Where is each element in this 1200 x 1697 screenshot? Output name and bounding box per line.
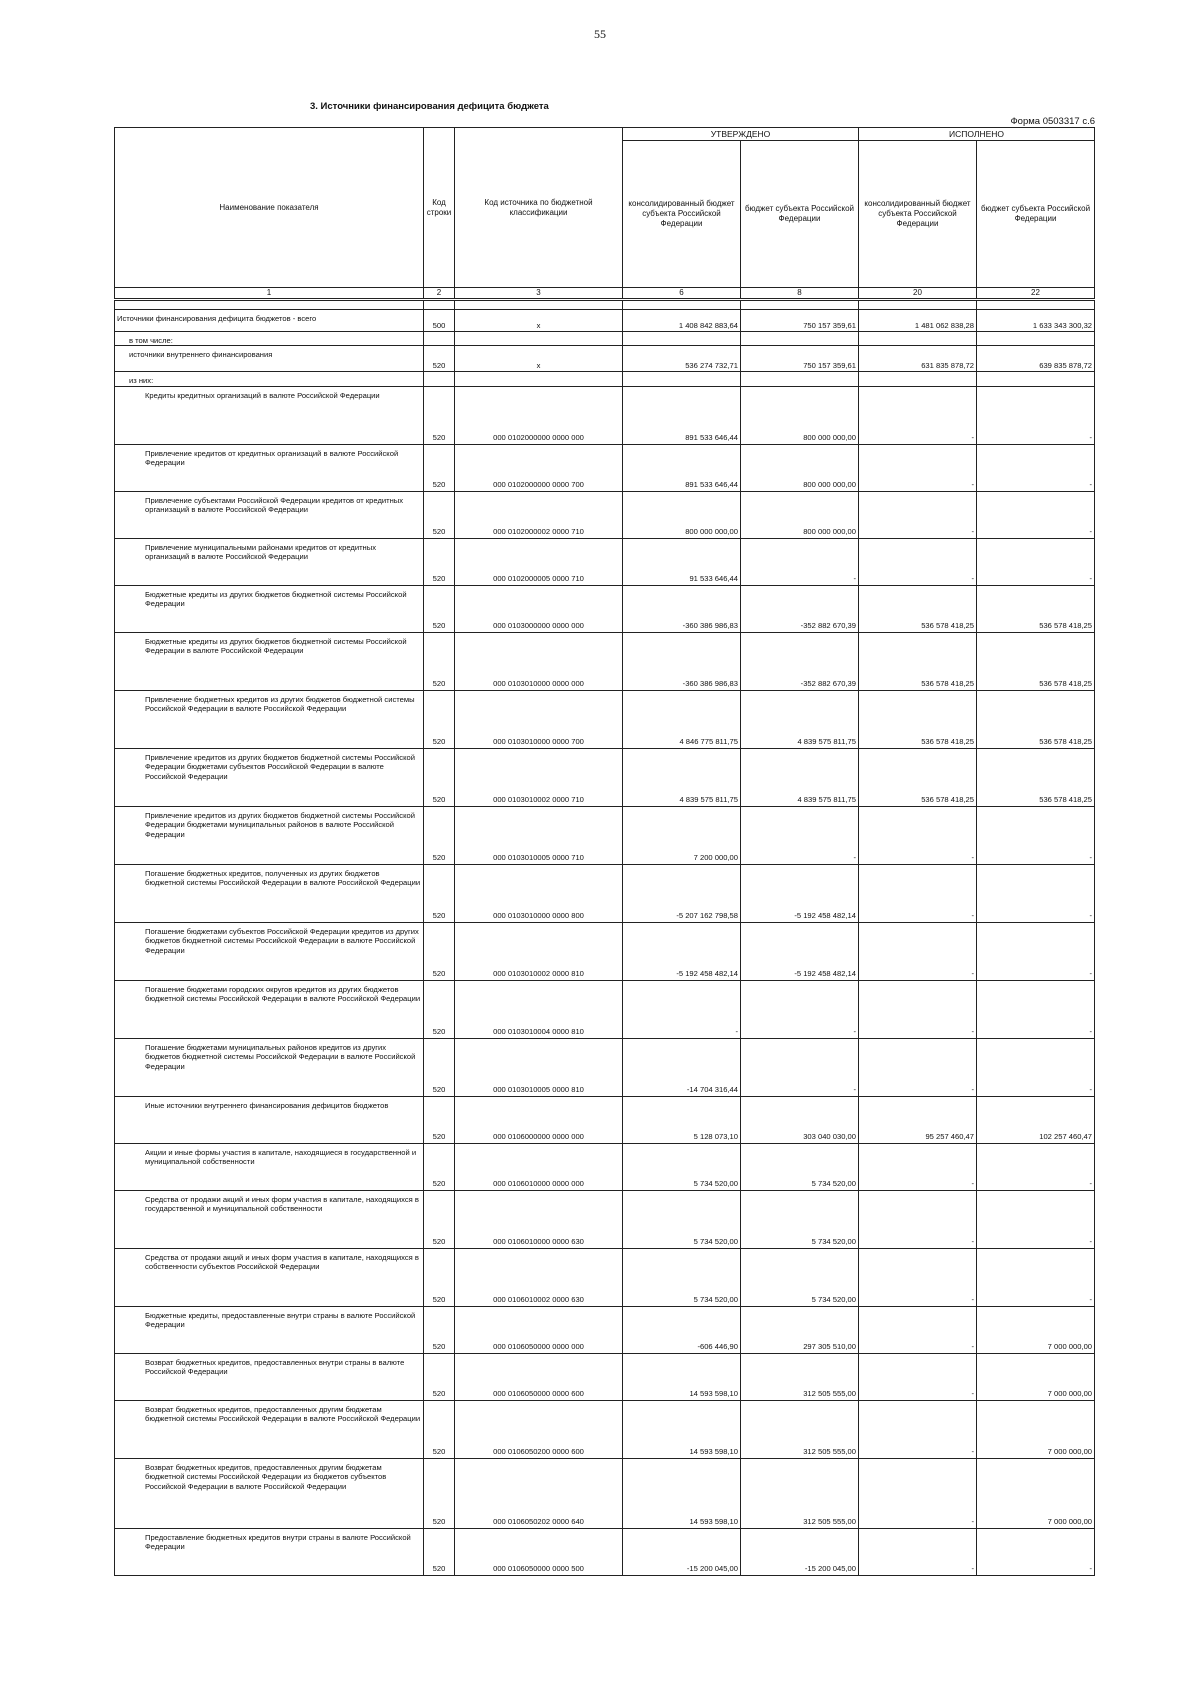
- table-body: [115, 300, 1095, 1576]
- approved-consolidated-value: -360 386 986,83: [623, 632, 741, 690]
- approved-subject-value: -352 882 670,39: [741, 585, 859, 632]
- row-source-code: x: [455, 310, 623, 332]
- row-code: 520: [424, 346, 455, 372]
- row-name: Средства от продажи акций и иных форм участия в капитале, находящихся в государственной и муниципальной собственности: [115, 1190, 424, 1248]
- executed-consolidated-value: 536 578 418,25: [859, 748, 977, 806]
- row-source-code: [455, 332, 623, 346]
- approved-consolidated-value: 91 533 646,44: [623, 538, 741, 585]
- executed-consolidated-value: -: [859, 1190, 977, 1248]
- row-name: Бюджетные кредиты, предоставленные внутри страны в валюте Российской Федерации: [115, 1306, 424, 1353]
- row-source-code: 000 0102000000 0000 000: [455, 386, 623, 444]
- approved-subject-value: [741, 332, 859, 346]
- table-row: [115, 538, 1095, 585]
- executed-consolidated-value: -: [859, 806, 977, 864]
- approved-subject-value: 297 305 510,00: [741, 1306, 859, 1353]
- row-source-code: [455, 372, 623, 386]
- section-title: 3. Источники финансирования дефицита бюджета: [310, 101, 549, 112]
- row-source-code: 000 0102000005 0000 710: [455, 538, 623, 585]
- row-source-code: 000 0103000000 0000 000: [455, 585, 623, 632]
- row-code: 520: [424, 1458, 455, 1528]
- row-name: Источники финансирования дефицита бюджетов - всего: [115, 310, 424, 332]
- spacer-row: [115, 300, 1095, 310]
- approved-consolidated-value: -14 704 316,44: [623, 1038, 741, 1096]
- row-source-code: 000 0103010005 0000 810: [455, 1038, 623, 1096]
- row-code: 520: [424, 1096, 455, 1143]
- approved-consolidated-value: 7 200 000,00: [623, 806, 741, 864]
- approved-subject-value: 312 505 555,00: [741, 1458, 859, 1528]
- row-name: Привлечение бюджетных кредитов из других бюджетов бюджетной системы Российской Федерации в валюте Российской Федерации: [115, 690, 424, 748]
- approved-subject-value: -5 192 458 482,14: [741, 864, 859, 922]
- table-row: [115, 372, 1095, 386]
- row-name: источники внутреннего финансирования: [115, 346, 424, 372]
- table-row: [115, 1038, 1095, 1096]
- row-name: Погашение бюджетами субъектов Российской Федерации кредитов из других бюджетов бюджетной системы Российской Федерации в валюте Российской Федерации: [115, 922, 424, 980]
- row-code: 520: [424, 922, 455, 980]
- table-row: [115, 632, 1095, 690]
- approved-subject-value: 303 040 030,00: [741, 1096, 859, 1143]
- approved-subject-value: -5 192 458 482,14: [741, 922, 859, 980]
- row-name: в том числе:: [115, 332, 424, 346]
- executed-subject-value: [977, 372, 1095, 386]
- executed-subject-value: -: [977, 538, 1095, 585]
- approved-subject-value: 5 734 520,00: [741, 1190, 859, 1248]
- approved-consolidated-value: 1 408 842 883,64: [623, 310, 741, 332]
- row-name: Привлечение кредитов из других бюджетов бюджетной системы Российской Федерации бюджетами субъектов Российской Федерации в валюте Российской Федерации: [115, 748, 424, 806]
- row-code: 520: [424, 1190, 455, 1248]
- approved-subject-value: 4 839 575 811,75: [741, 748, 859, 806]
- executed-consolidated-value: -: [859, 491, 977, 538]
- executed-subject-value: -: [977, 1143, 1095, 1190]
- approved-subject-value: [741, 372, 859, 386]
- approved-consolidated-value: 14 593 598,10: [623, 1400, 741, 1458]
- table-row: [115, 1190, 1095, 1248]
- row-name: Кредиты кредитных организаций в валюте Российской Федерации: [115, 386, 424, 444]
- executed-subject-value: -: [977, 806, 1095, 864]
- table-row: [115, 444, 1095, 491]
- row-code: [424, 372, 455, 386]
- executed-subject-value: -: [977, 1528, 1095, 1575]
- row-source-code: 000 0106010002 0000 630: [455, 1248, 623, 1306]
- executed-subject-value: -: [977, 491, 1095, 538]
- row-code: 520: [424, 632, 455, 690]
- row-source-code: x: [455, 346, 623, 372]
- executed-subject-value: 7 000 000,00: [977, 1306, 1095, 1353]
- approved-consolidated-value: 5 734 520,00: [623, 1143, 741, 1190]
- row-code: 520: [424, 1400, 455, 1458]
- executed-subject-value: [977, 332, 1095, 346]
- table-row: [115, 1528, 1095, 1575]
- executed-consolidated-value: 536 578 418,25: [859, 690, 977, 748]
- table-row: [115, 922, 1095, 980]
- approved-consolidated-value: 891 533 646,44: [623, 444, 741, 491]
- approved-subject-value: 800 000 000,00: [741, 386, 859, 444]
- row-code: 520: [424, 806, 455, 864]
- row-code: 520: [424, 1038, 455, 1096]
- executed-consolidated-value: -: [859, 864, 977, 922]
- approved-subject-value: 800 000 000,00: [741, 444, 859, 491]
- executed-consolidated-value: -: [859, 1143, 977, 1190]
- executed-subject-value: -: [977, 1248, 1095, 1306]
- approved-subject-value: 5 734 520,00: [741, 1143, 859, 1190]
- approved-consolidated-value: [623, 372, 741, 386]
- row-name: Средства от продажи акций и иных форм участия в капитале, находящихся в собственности субъектов Российской Федерации: [115, 1248, 424, 1306]
- approved-subject-value: -: [741, 980, 859, 1038]
- row-source-code: 000 0103010000 0000 800: [455, 864, 623, 922]
- row-name: Привлечение муниципальными районами кредитов от кредитных организаций в валюте Российской Федерации: [115, 538, 424, 585]
- approved-consolidated-value: 5 128 073,10: [623, 1096, 741, 1143]
- executed-subject-value: -: [977, 980, 1095, 1038]
- row-name: Привлечение кредитов от кредитных организаций в валюте Российской Федерации: [115, 444, 424, 491]
- approved-subject-value: -: [741, 538, 859, 585]
- row-code: 520: [424, 585, 455, 632]
- executed-consolidated-value: -: [859, 1248, 977, 1306]
- row-source-code: 000 0106010000 0000 000: [455, 1143, 623, 1190]
- page-number: 55: [594, 27, 606, 41]
- executed-subject-value: 7 000 000,00: [977, 1400, 1095, 1458]
- table-row: [115, 1096, 1095, 1143]
- row-name: Погашение бюджетных кредитов, полученных из других бюджетов бюджетной системы Российской Федерации в валюте Российской Федерации: [115, 864, 424, 922]
- executed-subject-value: -: [977, 864, 1095, 922]
- row-source-code: 000 0103010000 0000 700: [455, 690, 623, 748]
- header-executed-consolidated: консолидированный бюджет субъекта Российской Федерации: [859, 141, 977, 288]
- row-code: 520: [424, 748, 455, 806]
- approved-consolidated-value: 4 846 775 811,75: [623, 690, 741, 748]
- table-row: [115, 1306, 1095, 1353]
- table-row: [115, 1143, 1095, 1190]
- executed-consolidated-value: -: [859, 538, 977, 585]
- executed-consolidated-value: -: [859, 1458, 977, 1528]
- table-row: [115, 806, 1095, 864]
- header-approved-consolidated: консолидированный бюджет субъекта Российской Федерации: [623, 141, 741, 288]
- row-source-code: 000 0106000000 0000 000: [455, 1096, 623, 1143]
- approved-consolidated-value: 5 734 520,00: [623, 1248, 741, 1306]
- approved-subject-value: 750 157 359,61: [741, 310, 859, 332]
- executed-subject-value: 536 578 418,25: [977, 748, 1095, 806]
- row-code: 520: [424, 538, 455, 585]
- executed-subject-value: -: [977, 444, 1095, 491]
- row-code: 520: [424, 1143, 455, 1190]
- row-name: Привлечение кредитов из других бюджетов бюджетной системы Российской Федерации бюджетами муниципальных районов в валюте Российской Федерации: [115, 806, 424, 864]
- approved-subject-value: -15 200 045,00: [741, 1528, 859, 1575]
- approved-subject-value: 312 505 555,00: [741, 1400, 859, 1458]
- row-name: из них:: [115, 372, 424, 386]
- executed-subject-value: 1 633 343 300,32: [977, 310, 1095, 332]
- executed-consolidated-value: 631 835 878,72: [859, 346, 977, 372]
- executed-consolidated-value: -: [859, 444, 977, 491]
- approved-subject-value: 4 839 575 811,75: [741, 690, 859, 748]
- header-code: Код строки: [424, 128, 455, 288]
- executed-consolidated-value: -: [859, 1400, 977, 1458]
- approved-consolidated-value: 14 593 598,10: [623, 1353, 741, 1400]
- approved-consolidated-value: 536 274 732,71: [623, 346, 741, 372]
- row-name: Возврат бюджетных кредитов, предоставленных другим бюджетам бюджетной системы Российской Федерации из бюджетов субъектов Российской Федерации в валюте Российской Федерации: [115, 1458, 424, 1528]
- row-name: Возврат бюджетных кредитов, предоставленных другим бюджетам бюджетной системы Российской Федерации в валюте Российской Федерации: [115, 1400, 424, 1458]
- column-number: 6: [623, 288, 741, 300]
- row-source-code: 000 0102000000 0000 700: [455, 444, 623, 491]
- approved-consolidated-value: 4 839 575 811,75: [623, 748, 741, 806]
- approved-subject-value: -: [741, 1038, 859, 1096]
- row-source-code: 000 0103010002 0000 810: [455, 922, 623, 980]
- header-approved-group: УТВЕРЖДЕНО: [623, 128, 859, 141]
- approved-subject-value: 312 505 555,00: [741, 1353, 859, 1400]
- table-row: [115, 864, 1095, 922]
- row-source-code: 000 0106050202 0000 640: [455, 1458, 623, 1528]
- executed-consolidated-value: 536 578 418,25: [859, 585, 977, 632]
- approved-subject-value: -352 882 670,39: [741, 632, 859, 690]
- executed-subject-value: 639 835 878,72: [977, 346, 1095, 372]
- executed-consolidated-value: -: [859, 922, 977, 980]
- column-number: 20: [859, 288, 977, 300]
- header-executed-group: ИСПОЛНЕНО: [859, 128, 1095, 141]
- column-number: 3: [455, 288, 623, 300]
- table-row: [115, 1353, 1095, 1400]
- approved-consolidated-value: -: [623, 980, 741, 1038]
- header-approved-subject: бюджет субъекта Российской Федерации: [741, 141, 859, 288]
- executed-consolidated-value: [859, 372, 977, 386]
- row-name: Привлечение субъектами Российской Федерации кредитов от кредитных организаций в валюте Российской Федерации: [115, 491, 424, 538]
- row-source-code: 000 0102000002 0000 710: [455, 491, 623, 538]
- header-name: Наименование показателя: [115, 128, 424, 288]
- row-name: Бюджетные кредиты из других бюджетов бюджетной системы Российской Федерации в валюте Российской Федерации: [115, 632, 424, 690]
- row-code: 520: [424, 1528, 455, 1575]
- row-source-code: 000 0106050000 0000 500: [455, 1528, 623, 1575]
- column-number: 22: [977, 288, 1095, 300]
- table-row: [115, 386, 1095, 444]
- header-source: Код источника по бюджетной классификации: [455, 128, 623, 288]
- table-row: [115, 1248, 1095, 1306]
- executed-consolidated-value: [859, 332, 977, 346]
- row-name: Погашение бюджетами муниципальных районов кредитов из других бюджетов бюджетной системы Российской Федерации в валюте Российской Федерации: [115, 1038, 424, 1096]
- table-row: [115, 1400, 1095, 1458]
- approved-consolidated-value: -5 207 162 798,58: [623, 864, 741, 922]
- executed-subject-value: -: [977, 386, 1095, 444]
- executed-subject-value: 102 257 460,47: [977, 1096, 1095, 1143]
- executed-consolidated-value: -: [859, 1306, 977, 1353]
- row-source-code: 000 0106050000 0000 000: [455, 1306, 623, 1353]
- row-code: [424, 332, 455, 346]
- executed-subject-value: 536 578 418,25: [977, 690, 1095, 748]
- executed-consolidated-value: -: [859, 386, 977, 444]
- column-number: 1: [115, 288, 424, 300]
- approved-subject-value: -: [741, 806, 859, 864]
- executed-subject-value: -: [977, 922, 1095, 980]
- approved-consolidated-value: -5 192 458 482,14: [623, 922, 741, 980]
- row-source-code: 000 0106010000 0000 630: [455, 1190, 623, 1248]
- approved-consolidated-value: 800 000 000,00: [623, 491, 741, 538]
- table-row: [115, 491, 1095, 538]
- approved-subject-value: 800 000 000,00: [741, 491, 859, 538]
- approved-consolidated-value: -606 446,90: [623, 1306, 741, 1353]
- executed-consolidated-value: 95 257 460,47: [859, 1096, 977, 1143]
- executed-consolidated-value: -: [859, 1353, 977, 1400]
- approved-consolidated-value: -360 386 986,83: [623, 585, 741, 632]
- executed-consolidated-value: -: [859, 1038, 977, 1096]
- row-code: 520: [424, 444, 455, 491]
- table-row: [115, 1458, 1095, 1528]
- header-executed-subject: бюджет субъекта Российской Федерации: [977, 141, 1095, 288]
- approved-subject-value: 750 157 359,61: [741, 346, 859, 372]
- table-row: [115, 748, 1095, 806]
- approved-consolidated-value: 14 593 598,10: [623, 1458, 741, 1528]
- column-number: 8: [741, 288, 859, 300]
- column-number: 2: [424, 288, 455, 300]
- executed-subject-value: 7 000 000,00: [977, 1353, 1095, 1400]
- table-row: [115, 980, 1095, 1038]
- row-source-code: 000 0106050000 0000 600: [455, 1353, 623, 1400]
- approved-consolidated-value: 5 734 520,00: [623, 1190, 741, 1248]
- table-row: [115, 332, 1095, 346]
- row-code: 520: [424, 864, 455, 922]
- executed-subject-value: 536 578 418,25: [977, 632, 1095, 690]
- approved-subject-value: 5 734 520,00: [741, 1248, 859, 1306]
- row-name: Иные источники внутреннего финансирования дефицитов бюджетов: [115, 1096, 424, 1143]
- sources-table: [114, 127, 1095, 1576]
- row-code: 520: [424, 1248, 455, 1306]
- row-code: 500: [424, 310, 455, 332]
- row-code: 520: [424, 1306, 455, 1353]
- row-code: 520: [424, 386, 455, 444]
- row-source-code: 000 0103010004 0000 810: [455, 980, 623, 1038]
- row-source-code: 000 0103010002 0000 710: [455, 748, 623, 806]
- row-code: 520: [424, 491, 455, 538]
- form-label: Форма 0503317 с.6: [1010, 116, 1095, 127]
- executed-consolidated-value: 536 578 418,25: [859, 632, 977, 690]
- executed-consolidated-value: -: [859, 980, 977, 1038]
- row-source-code: 000 0106050200 0000 600: [455, 1400, 623, 1458]
- table-row: [115, 310, 1095, 332]
- approved-consolidated-value: 891 533 646,44: [623, 386, 741, 444]
- row-code: 520: [424, 690, 455, 748]
- executed-subject-value: -: [977, 1038, 1095, 1096]
- approved-consolidated-value: [623, 332, 741, 346]
- table-row: [115, 690, 1095, 748]
- table-row: [115, 585, 1095, 632]
- row-name: Возврат бюджетных кредитов, предоставленных внутри страны в валюте Российской Федерации: [115, 1353, 424, 1400]
- executed-consolidated-value: -: [859, 1528, 977, 1575]
- row-code: 520: [424, 980, 455, 1038]
- row-name: Акции и иные формы участия в капитале, находящиеся в государственной и муниципальной собственности: [115, 1143, 424, 1190]
- approved-consolidated-value: -15 200 045,00: [623, 1528, 741, 1575]
- executed-subject-value: 7 000 000,00: [977, 1458, 1095, 1528]
- row-name: Погашение бюджетами городских округов кредитов из других бюджетов бюджетной системы Российской Федерации в валюте Российской Федерации: [115, 980, 424, 1038]
- row-name: Бюджетные кредиты из других бюджетов бюджетной системы Российской Федерации: [115, 585, 424, 632]
- executed-subject-value: 536 578 418,25: [977, 585, 1095, 632]
- row-source-code: 000 0103010000 0000 000: [455, 632, 623, 690]
- row-source-code: 000 0103010005 0000 710: [455, 806, 623, 864]
- executed-subject-value: -: [977, 1190, 1095, 1248]
- executed-consolidated-value: 1 481 062 838,28: [859, 310, 977, 332]
- row-code: 520: [424, 1353, 455, 1400]
- table-row: [115, 346, 1095, 372]
- column-numbers-row: [115, 288, 1095, 300]
- row-name: Предоставление бюджетных кредитов внутри страны в валюте Российской Федерации: [115, 1528, 424, 1575]
